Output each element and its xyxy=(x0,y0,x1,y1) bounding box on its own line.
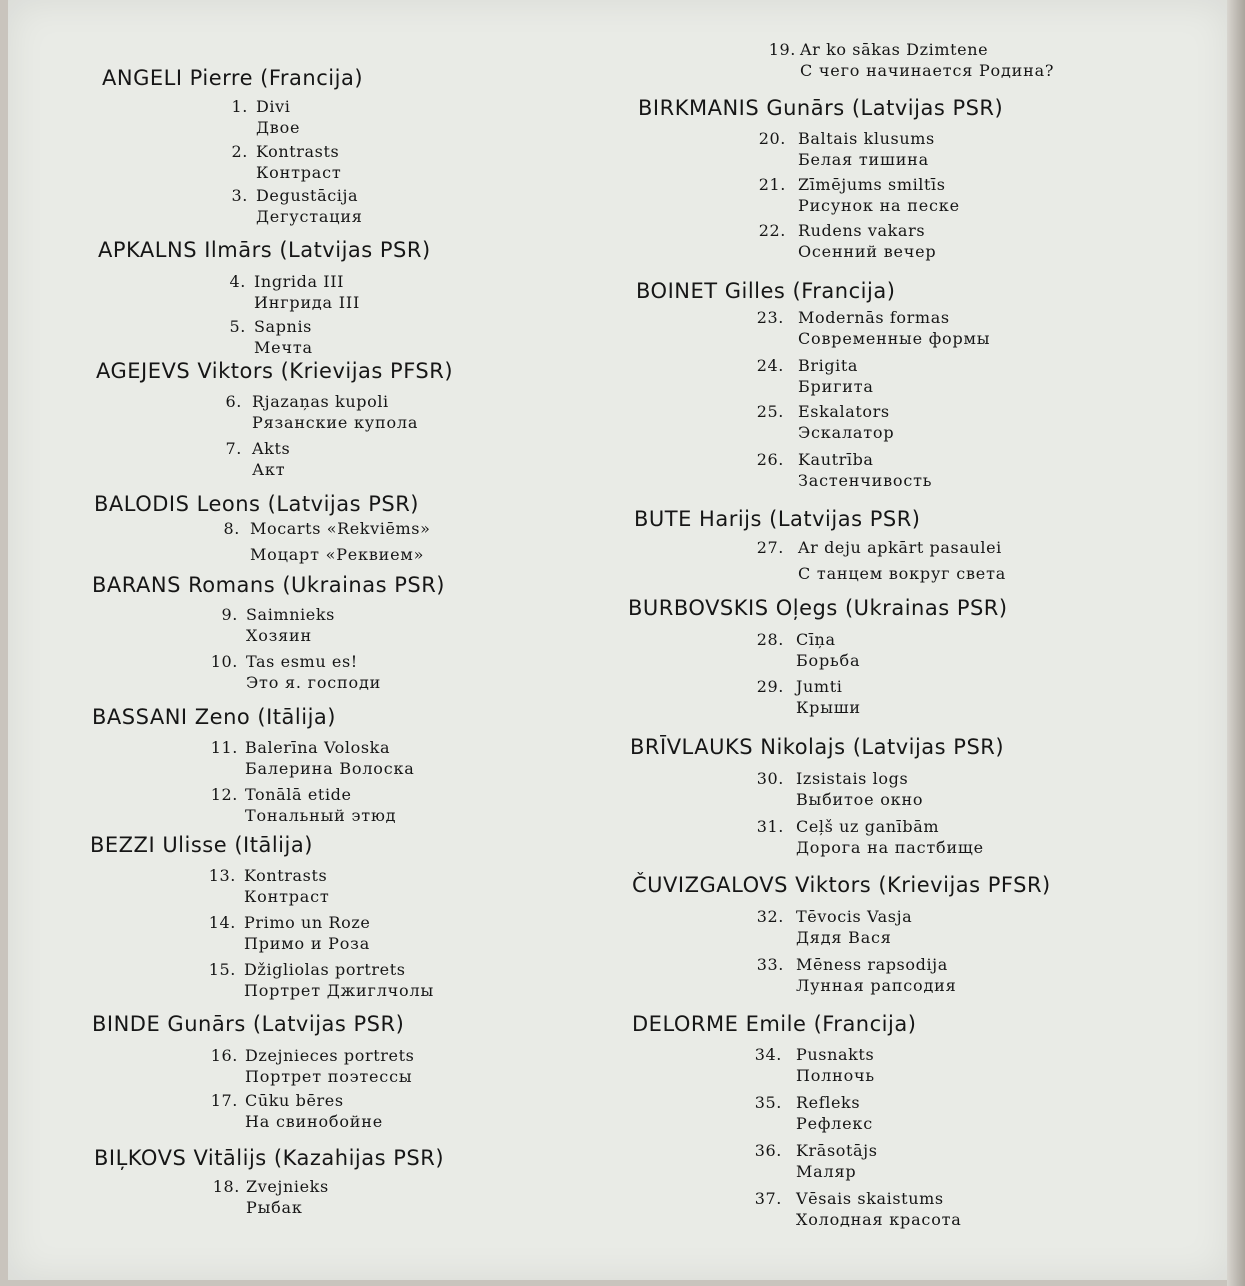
work-number: 32. xyxy=(756,907,784,926)
work-title-ru: Рисунок на песке xyxy=(798,196,960,215)
work-title-ru: Полночь xyxy=(796,1066,875,1085)
work-title-ru: С танцем вокруг света xyxy=(798,564,1007,583)
work-number: 37. xyxy=(754,1189,782,1208)
work-number: 13. xyxy=(208,866,236,885)
work-title-ru: Примо и Роза xyxy=(244,934,371,953)
work-title-ru: Мечта xyxy=(254,338,313,357)
work-title-lv: Rudens vakars xyxy=(798,221,926,240)
work-title-ru: Бригита xyxy=(798,377,874,396)
work-title-ru: С чего начинается Родина? xyxy=(800,61,1055,80)
work-title-lv: Eskalators xyxy=(798,402,890,421)
work-number: 31. xyxy=(756,817,784,836)
work-title-lv: Kontrasts xyxy=(256,142,340,161)
work-number: 27. xyxy=(756,538,784,557)
work-title-lv: Krāsotājs xyxy=(796,1141,878,1160)
work-title-lv: Divi xyxy=(256,97,291,116)
artist-heading: BRĪVLAUKS Nikolajs (Latvijas PSR) xyxy=(630,735,1005,759)
work-number: 4. xyxy=(229,272,246,291)
work-number: 18. xyxy=(212,1177,240,1196)
artist-heading: BARANS Romans (Ukrainas PSR) xyxy=(92,573,445,597)
work-title-ru: Рыбак xyxy=(246,1198,303,1217)
work-title-lv: Baltais klusums xyxy=(798,129,935,148)
work-title-lv: Tēvocis Vasja xyxy=(796,907,913,926)
work-number: 7. xyxy=(225,439,242,458)
work-number: 9. xyxy=(221,605,238,624)
work-number: 35. xyxy=(754,1093,782,1112)
work-title-lv: Ceļš uz ganībām xyxy=(796,817,940,836)
artist-heading: ČUVIZGALOVS Viktors (Krievijas PFSR) xyxy=(632,873,1051,897)
work-title-ru: Дегустация xyxy=(256,207,363,226)
work-title-ru: Тональный этюд xyxy=(245,806,397,825)
work-title-lv: Kontrasts xyxy=(244,866,328,885)
work-title-lv: Tas esmu es! xyxy=(246,652,358,671)
work-title-ru: На свинобойне xyxy=(245,1112,383,1131)
work-title-lv: Sapnis xyxy=(254,317,312,336)
work-title-ru: Современные формы xyxy=(798,329,991,348)
work-title-lv: Akts xyxy=(252,439,291,458)
work-title-lv: Pusnakts xyxy=(796,1045,875,1064)
work-title-lv: Kautrība xyxy=(798,450,874,469)
work-title-lv: Cūku bēres xyxy=(245,1091,344,1110)
work-number: 12. xyxy=(210,785,238,804)
work-number: 16. xyxy=(210,1046,238,1065)
work-title-ru: Рязанские купола xyxy=(252,413,419,432)
work-number: 3. xyxy=(231,186,248,205)
work-title-ru: Борьба xyxy=(796,651,861,670)
work-title-lv: Ar ko sākas Dzimtene xyxy=(800,40,989,59)
work-title-ru: Двое xyxy=(256,118,301,137)
work-number: 19. xyxy=(768,40,796,59)
work-number: 15. xyxy=(208,960,236,979)
work-title-lv: Brigita xyxy=(798,356,859,375)
work-title-ru: Акт xyxy=(252,460,286,479)
work-title-ru: Рефлекс xyxy=(796,1114,873,1133)
work-title-ru: Застенчивость xyxy=(798,471,933,490)
work-title-ru: Дядя Вася xyxy=(796,928,892,947)
work-number: 8. xyxy=(223,519,240,538)
work-title-lv: Dzejnieces portrets xyxy=(245,1046,415,1065)
artist-heading: BINDE Gunārs (Latvijas PSR) xyxy=(92,1012,405,1036)
work-title-lv: Degustācija xyxy=(256,186,359,205)
work-title-ru: Моцарт «Реквием» xyxy=(250,545,425,564)
page-edge xyxy=(1227,0,1245,1286)
artist-heading: BUTE Harijs (Latvijas PSR) xyxy=(634,507,921,531)
artist-heading: AGEJEVS Viktors (Krievijas PFSR) xyxy=(96,359,454,383)
work-title-ru: Портрет поэтессы xyxy=(245,1067,413,1086)
work-title-ru: Холодная красота xyxy=(796,1210,962,1229)
artist-heading: DELORME Emile (Francija) xyxy=(632,1012,917,1036)
work-title-lv: Vēsais skaistums xyxy=(796,1189,944,1208)
work-number: 17. xyxy=(210,1091,238,1110)
work-title-ru: Осенний вечер xyxy=(798,242,937,261)
work-title-lv: Cīņa xyxy=(796,630,836,649)
work-title-lv: Džigliolas portrets xyxy=(244,960,406,979)
work-number: 5. xyxy=(229,317,246,336)
work-title-ru: Балерина Волоска xyxy=(245,759,415,778)
work-title-lv: Balerīna Voloska xyxy=(245,738,391,757)
work-title-lv: Zīmējums smiltīs xyxy=(798,175,946,194)
work-number: 10. xyxy=(210,652,238,671)
work-number: 22. xyxy=(758,221,786,240)
work-number: 2. xyxy=(231,142,248,161)
work-title-lv: Zvejnieks xyxy=(246,1177,329,1196)
work-title-ru: Контраст xyxy=(244,887,330,906)
work-number: 33. xyxy=(756,955,784,974)
catalog-page xyxy=(8,0,1230,1280)
work-title-lv: Ingrida III xyxy=(254,272,345,291)
work-title-lv: Rjazaņas kupoli xyxy=(252,392,389,411)
work-title-lv: Tonālā etide xyxy=(245,785,352,804)
work-title-lv: Primo un Roze xyxy=(244,913,371,932)
work-title-ru: Контраст xyxy=(256,163,342,182)
work-title-lv: Mocarts «Rekviēms» xyxy=(250,519,431,538)
artist-heading: BEZZI Ulisse (Itālija) xyxy=(90,833,313,857)
work-title-ru: Портрет Джиглчолы xyxy=(244,981,434,1000)
artist-heading: BURBOVSKIS Oļegs (Ukrainas PSR) xyxy=(628,596,1008,620)
work-number: 11. xyxy=(210,738,238,757)
artist-heading: ANGELI Pierre (Francija) xyxy=(102,66,364,90)
work-title-lv: Saimnieks xyxy=(246,605,335,624)
work-number: 14. xyxy=(208,913,236,932)
artist-heading: BIĻKOVS Vitālijs (Kazahijas PSR) xyxy=(94,1146,445,1170)
work-title-lv: Ar deju apkārt pasaulei xyxy=(798,538,1002,557)
work-title-ru: Маляр xyxy=(796,1162,857,1181)
work-number: 26. xyxy=(756,450,784,469)
work-title-ru: Хозяин xyxy=(246,626,312,645)
work-title-ru: Лунная рапсодия xyxy=(796,976,957,995)
work-title-ru: Дорога на пастбище xyxy=(796,838,984,857)
artist-heading: BIRKMANIS Gunārs (Latvijas PSR) xyxy=(638,96,1004,120)
work-number: 6. xyxy=(225,392,242,411)
work-number: 20. xyxy=(758,129,786,148)
artist-heading: APKALNS Ilmārs (Latvijas PSR) xyxy=(98,238,431,262)
work-title-lv: Refleks xyxy=(796,1093,861,1112)
work-number: 25. xyxy=(756,402,784,421)
work-title-ru: Крыши xyxy=(796,698,861,717)
work-title-ru: Ингрида III xyxy=(254,293,361,312)
work-number: 21. xyxy=(758,175,786,194)
work-number: 30. xyxy=(756,769,784,788)
work-number: 28. xyxy=(756,630,784,649)
artist-heading: BASSANI Zeno (Itālija) xyxy=(92,705,336,729)
work-number: 34. xyxy=(754,1045,782,1064)
work-title-ru: Эскалатор xyxy=(798,423,895,442)
work-title-ru: Выбитое окно xyxy=(796,790,924,809)
work-title-lv: Jumti xyxy=(796,677,843,696)
work-title-lv: Mēness rapsodija xyxy=(796,955,948,974)
work-number: 29. xyxy=(756,677,784,696)
work-title-lv: Modernās formas xyxy=(798,308,950,327)
work-title-ru: Белая тишина xyxy=(798,150,929,169)
work-number: 1. xyxy=(231,97,248,116)
work-title-ru: Это я. господи xyxy=(246,673,382,692)
artist-heading: BALODIS Leons (Latvijas PSR) xyxy=(94,492,420,516)
work-number: 24. xyxy=(756,356,784,375)
work-number: 23. xyxy=(756,308,784,327)
work-title-lv: Izsistais logs xyxy=(796,769,909,788)
work-number: 36. xyxy=(754,1141,782,1160)
artist-heading: BOINET Gilles (Francija) xyxy=(636,279,896,303)
